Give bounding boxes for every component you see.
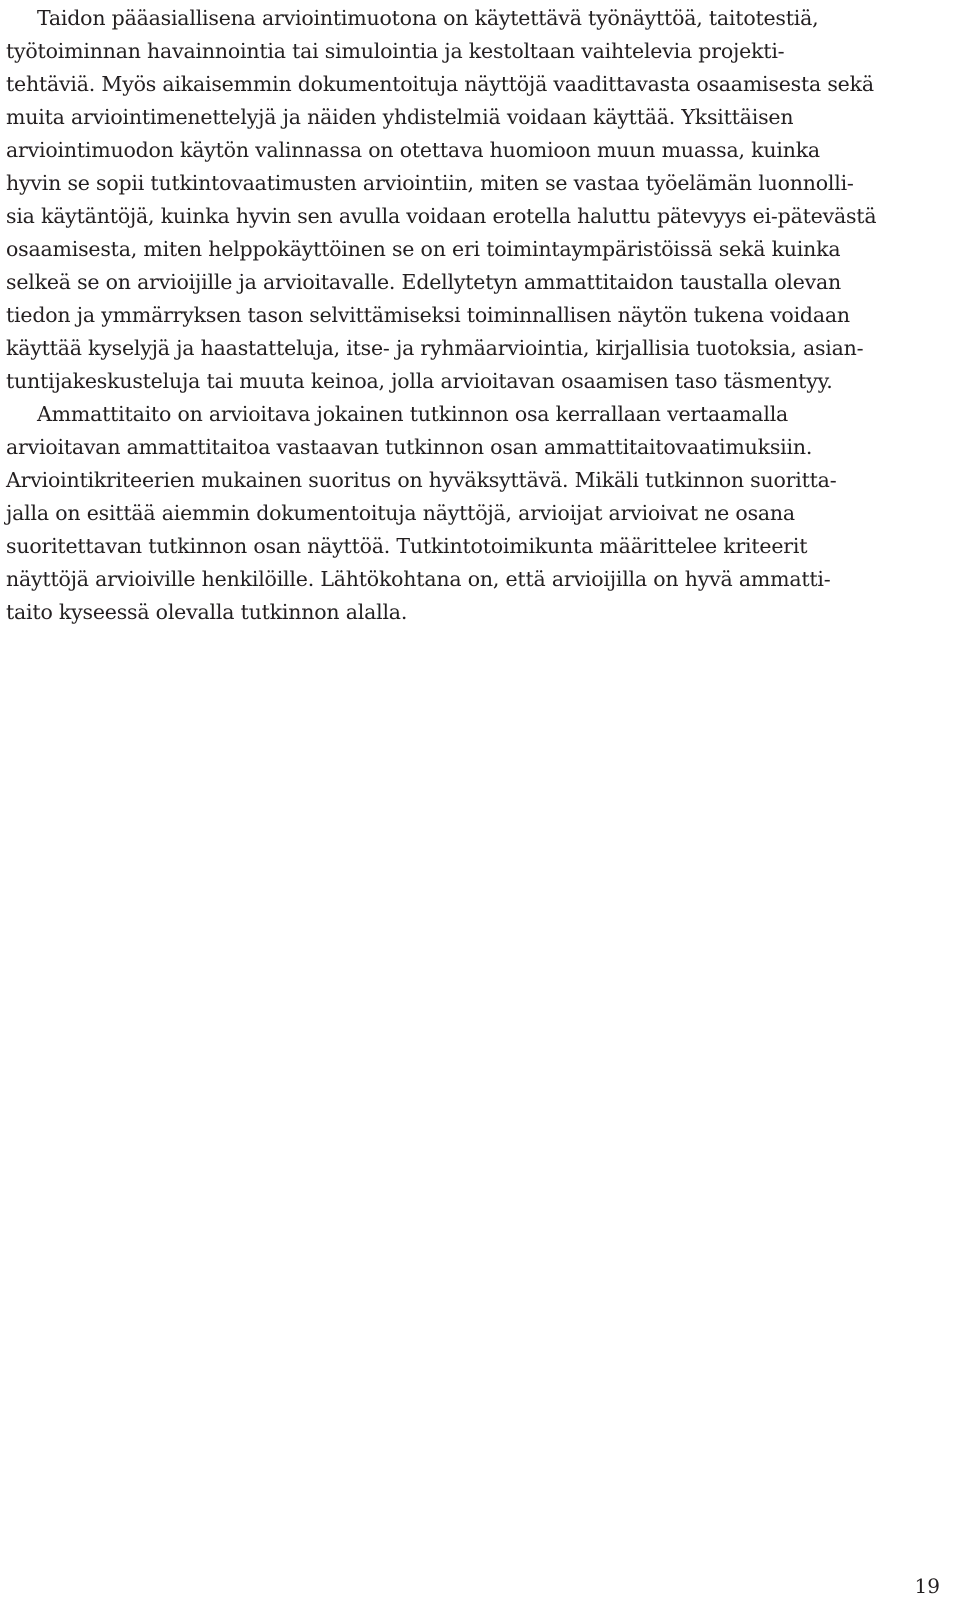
text-line: selkeä se on arvioijille ja arvioitavalle. Edellytetyn ammattitaidon taustalla olevan [6,270,842,294]
text-line: Taidon pääasiallisena arviointimuotona on käytettävä työnäyttöä, taitotestiä, [37,6,819,30]
text-line: suoritettavan tutkinnon osan näyttöä. Tutkintotoimikunta määrittelee kriteerit [6,534,808,558]
text-line: arviointimuodon käytön valinnassa on otettava huomioon muun muassa, kuinka [6,138,820,162]
text-line: Arviointikriteerien mukainen suoritus on hyväksyttävä. Mikäli tutkinnon suoritta- [6,468,837,492]
document-page [6,0,946,1610]
text-line: Ammattitaito on arvioitava jokainen tutkinnon osa kerrallaan vertaamalla [37,402,789,426]
text-line: muita arviointimenettelyjä ja näiden yhdistelmiä voidaan käyttää. Yksittäisen [6,105,794,129]
text-line: näyttöjä arvioiville henkilöille. Lähtökohtana on, että arvioijilla on hyvä ammatti- [6,567,831,591]
page-number: 19 [914,1574,940,1598]
text-line: työtoiminnan havainnointia tai simulointia ja kestoltaan vaihtelevia projekti- [6,39,785,63]
text-line: tiedon ja ymmärryksen tason selvittämiseksi toiminnallisen näytön tukena voidaan [6,303,850,327]
text-line: hyvin se sopii tutkintovaatimusten arviointiin, miten se vastaa työelämän luonnolli- [6,171,854,195]
body-text [6,2,946,629]
text-line: osaamisesta, miten helppokäyttöinen se on eri toimintaympäristöissä sekä kuinka [6,237,841,261]
text-line: käyttää kyselyjä ja haastatteluja, itse- ja ryhmäarviointia, kirjallisia tuotoksia, asian- [6,336,864,360]
text-line: tehtäviä. Myös aikaisemmin dokumentoituja näyttöjä vaadittavasta osaamisesta sekä [6,72,874,96]
text-line: sia käytäntöjä, kuinka hyvin sen avulla voidaan erotella haluttu pätevyys ei-pätevästä [6,204,877,228]
text-line: taito kyseessä olevalla tutkinnon alalla. [6,600,408,624]
text-line: jalla on esittää aiemmin dokumentoituja näyttöjä, arvioijat arvioivat ne osana [6,501,795,525]
text-line: tuntijakeskusteluja tai muuta keinoa, jolla arvioitavan osaamisen taso täsmentyy. [6,369,833,393]
text-line: arvioitavan ammattitaitoa vastaavan tutkinnon osan ammattitaitovaatimuksiin. [6,435,813,459]
